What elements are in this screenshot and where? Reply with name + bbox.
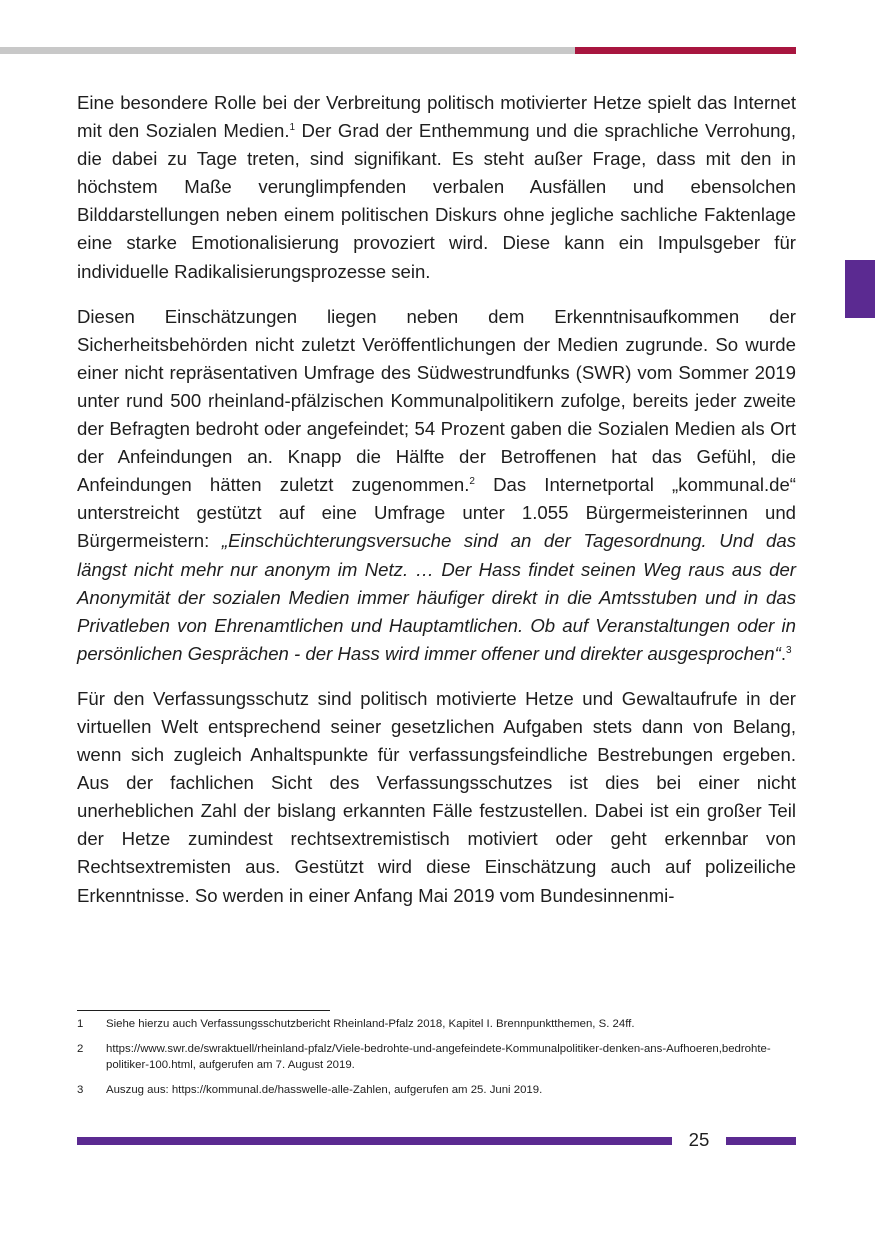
- page-number: 25: [688, 1129, 710, 1150]
- body-text: [77, 89, 796, 927]
- footnote-number: 3: [77, 1083, 84, 1096]
- footnote-number: 2: [77, 1042, 84, 1055]
- footer-rule-right: [726, 1137, 796, 1145]
- footnote-3: [77, 1082, 796, 1099]
- footnote-number: 1: [77, 1018, 84, 1030]
- header-rule-gray: [0, 47, 575, 54]
- paragraph-2: Diesen Einschätzungen liegen neben dem Erkenntnisaufkommen der Sicherheitsbehörden nicht zuletzt Veröffentlichungen der Medien zugrunde. So wurde einer nicht repräsentativen Umfrage des Südwestrundfunks (SWR) vom Sommer 2019 unter rund 500 rheinland-pfälzischen Kommunalpolitikern zufolge, bereits jeder zweite der Befragten bedroht oder angefeindet; 54 Prozent gaben die Sozialen Medien als Ort der Anfeindungen an. Knapp die Hälfte der Betroffenen hat das Gefühl, die Anfeindungen hätten zuletzt zugenommen.$^2$ Das Internetportal „kommunal.de“ unterstreicht gestützt auf eine Umfrage unter 1.055 Bürgermeisterinnen und Bürgermeistern: „Einschüchterungsversuche sind an der Tagesordnung. Und das längst nicht mehr nur anonym im Netz. … Der Hass findet seinen Weg raus aus der Anonymität der sozialen Medien immer häufiger direkt in die Amtsstuben und in das Privatleben von Ehrenamtlichen und Hauptamtlichen. Ob auf Veranstaltungen oder in persönlichen Gesprächen - der Hass wird immer offener und direkter ausgesprochen“.$^3$: [77, 305, 796, 664]
- chapter-tab-marker: [845, 260, 875, 318]
- footnote-ref-1: 1: [289, 121, 296, 133]
- footnotes: [77, 1016, 796, 1106]
- footnote-2: [77, 1041, 796, 1074]
- quote: „Einschüchterungsversuche sind an der Tagesordnung. Und das längst nicht mehr nur anonym im Netz. … Der Hass findet seinen Weg raus aus der Anonymität der sozialen Medien immer häufiger direkt in die Amtsstuben und in das Privatleben von Ehrenamtlichen und Hauptamtlichen. Ob auf Veranstaltungen oder in persönlichen Gesprächen - der Hass wird immer offener und direkter ausgesprochen“: [77, 530, 796, 664]
- footnote-text: Siehe hierzu auch Verfassungsschutzbericht Rheinland-Pfalz 2018, Kapitel I. Brennpunktthemen, S. 24ff.: [106, 1018, 635, 1030]
- footnote-text: https://www.swr.de/swraktuell/rheinland-pfalz/Viele-bedrohte-und-angefeindete-Kommunalpolitiker-denken-ans-Aufhoeren,bedrohte-politiker-100.html, aufgerufen am 7. August 2019.: [106, 1042, 771, 1071]
- footnote-ref-2: 2: [469, 476, 475, 488]
- footnote-separator: [77, 1010, 330, 1011]
- paragraph-3: Für den Verfassungsschutz sind politisch motivierte Hetze und Gewaltaufrufe in der virtuellen Welt entsprechend seiner gesetzlichen Aufgaben stets dann von Belang, wenn sich zugleich Anhaltspunkte für verfassungsfeindliche Bestrebungen ergeben. Aus der fachlichen Sicht des Verfassungsschutzes ist dies bei einer nicht unerheblichen Zahl der bislang erkannten Fälle festzustellen. Dabei ist ein großer Teil der Hetze zumindest rechtsextremistisch motiviert oder geht erkennbar von Rechtsextremisten aus. Gestützt wird diese Einschätzung auch auf polizeiliche Erkenntnisse. So werden in einer Anfang Mai 2019 vom Bundesinnenmi-: [77, 687, 796, 906]
- header-rule-red: [575, 47, 796, 54]
- footnote-text: Auszug aus: https://kommunal.de/hasswelle-alle-Zahlen, aufgerufen am 25. Juni 2019.: [106, 1083, 543, 1096]
- footer-rule-left: [77, 1137, 672, 1145]
- paragraph-1: Eine besondere Rolle bei der Verbreitung politisch motivierter Hetze spielt das Internet mit den Sozialen Medien.$^1$ Der Grad der Enthemmung und die sprachliche Verrohung, die dabei zu Tage treten, sind signifikant. Es steht außer Frage, dass mit den in höchstem Maße verunglimpfenden verbalen Ausfällen und ebensolchen Bilddarstellungen neben einem politischen Diskurs ohne jegliche sachliche Faktenlage eine starke Emotionalisierung provoziert wird. Diese kann ein Impulsgeber für individuelle Radikalisierungsprozesse sein.: [77, 92, 797, 282]
- footnote-ref-3: 3: [785, 644, 792, 656]
- footnote-1: [77, 1016, 796, 1033]
